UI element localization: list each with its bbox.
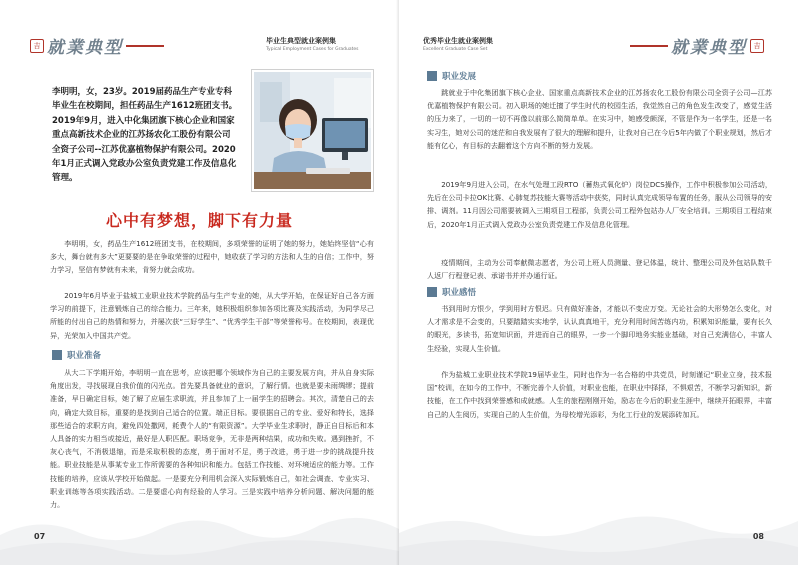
brand-name: 就業典型 xyxy=(47,38,123,58)
running-header-en: Excellent Graduate Case Set xyxy=(423,47,488,52)
page-number-right: 08 xyxy=(752,532,764,541)
right-paragraph-1: 跳就业于中化集团旗下核心企业、国家重点高新技术企业的江苏扬农化工股份有限公司全资子公司—江苏优嘉植物保护有限公司。初入职场的她迁擅了学生时代的校园生活，我觉然自己的角色发生改变了，感觉生活的压力来了，一切的一切不再像以前那么简简单单。在实习中，她感受颇深，不管是作为一名学生，还是一名实习生，她对公司的迷茫和自我发展有了很大的理解和提升，让我对自己在今后5年内做了个职业规划，然后才能有亿心，有目标的去翻着这个方向不断的努力发展。 xyxy=(427,88,773,150)
section-heading-label: 职业发展 xyxy=(442,72,477,82)
section-heading-career-development xyxy=(427,70,476,82)
section-marker-icon xyxy=(52,350,62,360)
running-header-cn: 优秀毕业生就业案例集 xyxy=(423,37,493,45)
section-heading-label: 职业准备 xyxy=(67,351,102,361)
ink-mountain-decoration xyxy=(399,485,798,565)
page-number-left: 07 xyxy=(34,532,46,541)
left-running-header xyxy=(266,36,359,52)
left-paragraph-3: 从大二下学期开始，李明明一直在思考，应该把哪个领域作为自己的主要发展方向，并从自身实际角度出发，寻找展现自我价值的闪光点。首先要具备就业的意识，了解行情。也就是要未雨绸缪；提前准备，早日确定目标，她了解了应届生求职流，并且参加了上一届学生的招聘会。其次，清楚自己的去向，确定大致目标，重要的是找到自己适合的位置。端正目标。要很据自己的专业、爱好和特长，选择那些适合的求职方向，避免四处撒网，耗费个人的“有限资源”。大学毕业生求职时，静正自目标后和本人具备的实力相当或接近，最好是人职匹配。职场竞争，无非是两种结果，成功和失败。遇到挫折，不灰心丧气，不消极退缩，而是采取积极的态度，勇于面对不足，勇于改进，勇于进一步的挑战提升技能。职业技能是从事某专业工作所需要的各种知识和能力。包括工作技能、对环境适应的能力等。工作技能的培养，应该从学校开始做起。一是要充分利用机会深入实际锻炼自己，如社会调查、专业实习、职业训练等各项实践活动。二是要虚心向有经验的人学习。三是实践中培养分析问题、解决问题的能力。 xyxy=(50,368,374,510)
profile-photo-illustration xyxy=(254,72,371,189)
brand-badge: 吉 xyxy=(750,39,764,53)
right-page xyxy=(399,0,798,565)
brand-name: 就業典型 xyxy=(671,38,747,58)
running-header-en: Typical Employment Cases for Graduates xyxy=(266,47,359,52)
profile-photo xyxy=(252,70,373,191)
right-paragraph-2: 2019年9月进入公司，在水气处理工段RTO（蓄热式氧化炉）岗位DCS操作，工作中积极参加公司活动，先后在公司卡拉OK比赛、心肺复苏技能大赛等活动中获奖，同时认真完成领导布置的任务，服从公司领导的安排、调剂。11月因公司需要被调入三期项目工程部，负责公司工程外包站办人厂安全培训。三期项目工程结束后，2020年1月正式调入党政办公室负责党建工作及信息化管理。 xyxy=(427,180,772,229)
section-marker-icon xyxy=(427,71,437,81)
right-running-header xyxy=(423,36,493,52)
section-heading-career-prep xyxy=(52,349,101,361)
profile-intro: 李明明，女，23岁。2019届药品生产专业专科毕业生在校期间，担任药品生产1612班团支书。2019年9月，进入中化集团旗下核心企业和国家重点高新技术企业的江苏扬农化工股份有限公司全资子公司--江苏优嘉植物保护有限公司。2020年1月正式调入党政办公室负责党建工作及信息化管理。 xyxy=(52,87,238,184)
left-brand-logo xyxy=(30,33,164,58)
section-heading-career-reflection xyxy=(427,286,476,298)
right-paragraph-5: 作为盐城工业职业技术学院19届毕业生，同时也作为一名合格的中共党员，时刻谨记“职业立身，技术报国”校训，在如今的工作中，不断完善个人价值，对职业也能，在职业中择择，不惧艰苦，不断学习新知识，新技能，在工作中找到荣誉感和成就感。人生的旅程刚刚开始，励志在今后的职业生涯中，继续开拓眼界，丰富自己的人生阅历，实现自己的人生价值，为母校增光添彩，为化工行业的发展添砖加瓦。 xyxy=(427,370,772,419)
right-paragraph-4: 书到用时方恨少，学到用时方恨迟。只有做好准备，才能以不变应万变。无论社会的大形势怎么变化，对人才需求是不会变的，只要踏踏实实地学，认认真真地干，充分利用时间苦练内功，积累知识能量，要有长久的眼光，多读书，拓宽知识面，并进而自己的眼界，一步一个脚印地务实能业基础，对自己充满信心，丰富人生经验，实现人生价值。 xyxy=(427,304,772,353)
brand-underline xyxy=(126,45,164,47)
section-heading-label: 职业感悟 xyxy=(442,288,477,298)
right-brand-logo xyxy=(630,33,764,58)
brand-badge: 吉 xyxy=(30,39,44,53)
ink-mountain-decoration xyxy=(0,495,399,565)
right-paragraph-3: 疫情期间，主动为公司奉献微志愿者，为公司上班人员测量、登记体温，统计、整理公司及外包站队数千人返厂行程登记表、承诺书并并办通行证。 xyxy=(427,258,772,281)
left-paragraph-1: 李明明，女，药品生产1612班团支书，在校期间，多项荣誉的证明了她的努力，她始终坚信“心有多大，舞台就有多大”更要要的是在争取荣誉的过程中，她收获了学习的方法和人生的自信；工作中，努力学习，坚信有梦就有未来，肯努力就会成功。 xyxy=(50,239,374,275)
brand-underline xyxy=(630,45,668,47)
left-paragraph-2: 2019年6月毕业于盐城工业职业技术学院药品与生产专业的她，从大学开始，在保证好自己各方面学习的前提下，注意锻炼自己的综合能力。三年来，她积极组织参加各项比赛及实践活动，为同学尽己所能的付出自己的热情和努力，并屡次获“三好学生”、“优秀学生干部”等荣誉称号。在校期间，表现优异，光荣加入中国共产党。 xyxy=(50,291,374,340)
running-header-cn: 毕业生典型就业案例集 xyxy=(266,37,336,45)
section-marker-icon xyxy=(427,287,437,297)
article-headline: 心中有梦想，脚下有力量 xyxy=(105,211,293,230)
